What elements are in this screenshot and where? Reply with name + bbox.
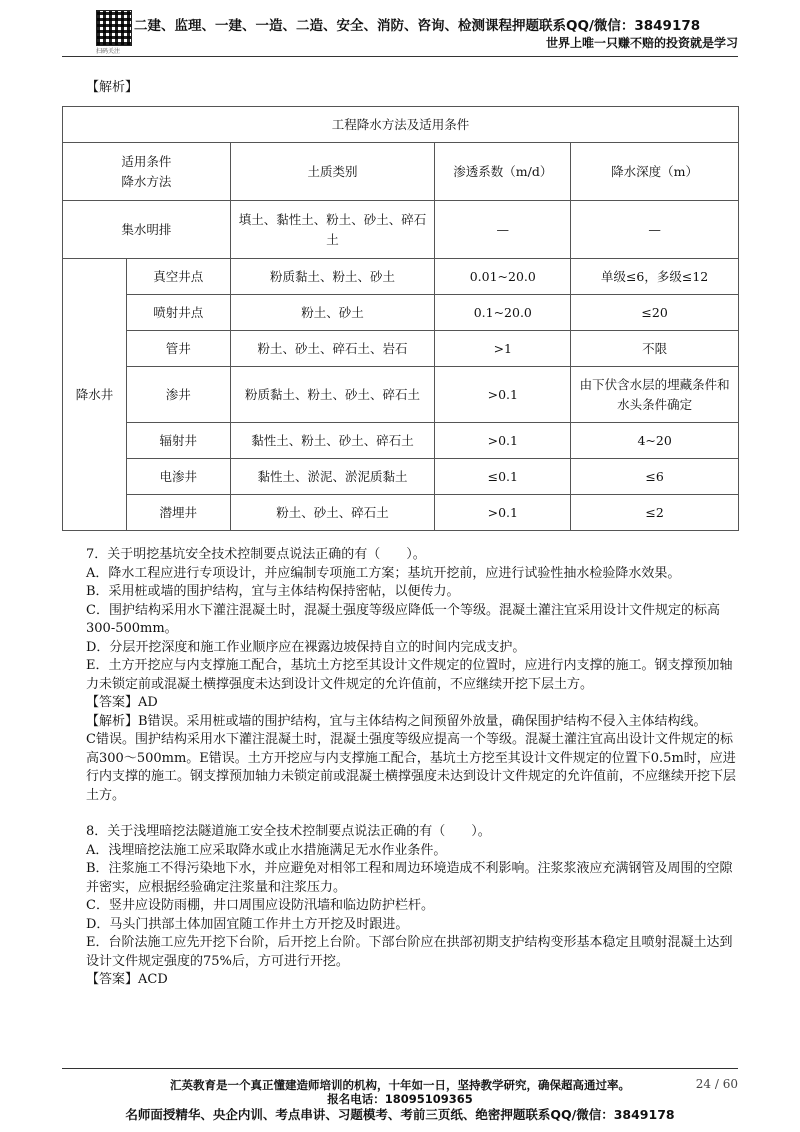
q7-option-a: A．降水工程应进行专项设计，并应编制专项施工方案；基坑开挖前，应进行试验性抽水检验降水效果。 bbox=[86, 565, 681, 581]
section-label: 【解析】 bbox=[86, 80, 139, 95]
soil-cell: 粉土、砂土、碎石土、岩石 bbox=[230, 331, 435, 367]
depth-cell: ≤20 bbox=[571, 295, 739, 331]
header-method: 降水方法 bbox=[121, 173, 172, 189]
questions-body bbox=[86, 546, 740, 990]
q8-option-b: B．注浆施工不得污染地下水，并应避免对相邻工程和周边环境造成不利影响。注浆浆液应充满钢管及周围的空隙并密实，应根据经验确定注浆量和注浆压力。 bbox=[86, 861, 733, 895]
depth-cell: 单级≤6，多级≤12 bbox=[571, 259, 739, 295]
page-header bbox=[0, 0, 800, 60]
table-title: 工程降水方法及适用条件 bbox=[63, 107, 739, 143]
dewatering-table bbox=[62, 106, 739, 531]
soil-cell: 黏性土、粉土、砂土、碎石土 bbox=[230, 423, 435, 459]
q8-option-a: A．浅埋暗挖法施工应采取降水或止水措施满足无水作业条件。 bbox=[86, 842, 447, 858]
perm-cell: 0.01~20.0 bbox=[435, 259, 571, 295]
qr-caption: 扫码关注 bbox=[96, 48, 121, 55]
q8-option-e: E．台阶法施工应先开挖下台阶，后开挖上台阶。下部台阶应在拱部初期支护结构变形基本稳定且喷射混凝土达到设计文件规定强度的75%后，方可进行开挖。 bbox=[86, 935, 733, 969]
q7-analysis-ce: C错误。围护结构采用水下灌注混凝土时，混凝土强度等级应提高一个等级。混凝土灌注宜高出设计文件规定的标高300～500mm。E错误。土方开挖应与内支撑施工配合，基坑土方挖至其设计文件规定的位置下0.5m时，应进行内支撑的施工。钢支撑预加轴力未锁定前或混凝土横撑强度未达到设计文件规定的允许值前，不应继续开挖下层土方。 bbox=[86, 732, 737, 803]
q7-analysis-b: 【解析】B错误。采用桩或墙的围护结构，宜与主体结构之间预留外放量，确保围护结构不侵入主体结构线。 bbox=[86, 713, 707, 729]
method-name: 管井 bbox=[126, 331, 230, 367]
q7-option-b: B．采用桩或墙的围护结构，宜与主体结构保持密帖，以便传力。 bbox=[86, 584, 460, 599]
footer-intro: 汇英教育是一个真正懂建造师培训的机构，十年如一日，坚持教学研究，确保超高通过率。 bbox=[170, 1078, 630, 1092]
footer-divider bbox=[62, 1068, 738, 1069]
header-depth: 降水深度（m） bbox=[571, 143, 739, 201]
soil-cell: 黏性土、淤泥、淤泥质黏土 bbox=[230, 459, 435, 495]
soil-cell: 粉土、砂土 bbox=[230, 295, 435, 331]
q8-answer: 【答案】ACD bbox=[86, 972, 168, 987]
group-label: 降水井 bbox=[63, 259, 127, 531]
depth-cell: 不限 bbox=[571, 331, 739, 367]
header-condition-method bbox=[63, 143, 231, 201]
table-row bbox=[63, 201, 739, 259]
table-row bbox=[63, 331, 739, 367]
footer-contact: 名师面授精华、央企内训、考点串讲、习题模考、考前三页纸、绝密押题联系QQ/微信：3849178 bbox=[125, 1107, 675, 1122]
depth-cell: 由下伏含水层的埋藏条件和水头条件确定 bbox=[571, 367, 739, 423]
q8-option-c: C．竖井应设防雨棚，井口周围应设防汛墙和临边防护栏杆。 bbox=[86, 898, 434, 913]
table-row bbox=[63, 295, 739, 331]
header-divider bbox=[62, 56, 738, 57]
table-row bbox=[63, 367, 739, 423]
header-contact-line: 二建、监理、一建、一造、二造、安全、消防、咨询、检测课程押题联系QQ/微信：3849178 bbox=[134, 18, 701, 34]
header-permeability: 渗透系数（m/d） bbox=[435, 143, 571, 201]
header-soil: 土质类别 bbox=[230, 143, 435, 201]
header-slogan: 世界上唯一只赚不赔的投资就是学习 bbox=[545, 36, 738, 50]
perm-cell: 0.1~20.0 bbox=[435, 295, 571, 331]
method-name: 渗井 bbox=[126, 367, 230, 423]
method-name: 集水明排 bbox=[63, 201, 231, 259]
page-number: 24 / 60 bbox=[695, 1077, 738, 1091]
soil-cell: 填土、黏性土、粉土、砂土、碎石土 bbox=[230, 201, 435, 259]
perm-cell: >1 bbox=[435, 331, 571, 367]
method-name: 喷射井点 bbox=[126, 295, 230, 331]
method-name: 真空井点 bbox=[126, 259, 230, 295]
soil-cell: 粉质黏土、粉土、砂土、碎石土 bbox=[230, 367, 435, 423]
method-name: 辐射井 bbox=[126, 423, 230, 459]
table-row bbox=[63, 495, 739, 531]
q7-option-c: C．围护结构采用水下灌注混凝土时，混凝土强度等级应降低一个等级。混凝土灌注宜采用设计文件规定的标高300-500mm。 bbox=[86, 602, 720, 636]
qr-code-icon bbox=[96, 10, 132, 46]
perm-cell: >0.1 bbox=[435, 495, 571, 531]
perm-cell: ≤0.1 bbox=[435, 459, 571, 495]
soil-cell: 粉质黏土、粉土、砂土 bbox=[230, 259, 435, 295]
soil-cell: 粉土、砂土、碎石土 bbox=[230, 495, 435, 531]
depth-cell: ≤2 bbox=[571, 495, 739, 531]
table-row bbox=[63, 459, 739, 495]
footer-phone: 报名电话：18095109365 bbox=[327, 1092, 473, 1106]
q7-option-e: E．土方开挖应与内支撑施工配合，基坑土方挖至其设计文件规定的位置时，应进行内支撑的施工。钢支撑预加轴力未锁定前或混凝土横撑强度未达到设计文件规定的允许值前，不应继续开挖下层土方。 bbox=[86, 658, 733, 692]
q8-option-d: D．马头门拱部土体加固宜随工作井土方开挖及时跟进。 bbox=[86, 916, 409, 932]
method-name: 电渗井 bbox=[126, 459, 230, 495]
table-row bbox=[63, 423, 739, 459]
depth-cell: ≤6 bbox=[571, 459, 739, 495]
perm-cell: — bbox=[435, 201, 571, 259]
depth-cell: 4~20 bbox=[571, 423, 739, 459]
q8-stem: 8．关于浅埋暗挖法隧道施工安全技术控制要点说法正确的有（ ）。 bbox=[86, 824, 491, 839]
method-name: 潜埋井 bbox=[126, 495, 230, 531]
depth-cell: — bbox=[571, 201, 739, 259]
q7-stem: 7．关于明挖基坑安全技术控制要点说法正确的有（ ）。 bbox=[86, 547, 426, 562]
header-condition: 适用条件 bbox=[121, 153, 172, 169]
perm-cell: >0.1 bbox=[435, 367, 571, 423]
perm-cell: >0.1 bbox=[435, 423, 571, 459]
q7-answer: 【答案】AD bbox=[86, 695, 158, 710]
q7-option-d: D．分层开挖深度和施工作业顺序应在裸露边坡保持自立的时间内完成支护。 bbox=[86, 639, 526, 655]
table-row bbox=[63, 259, 739, 295]
